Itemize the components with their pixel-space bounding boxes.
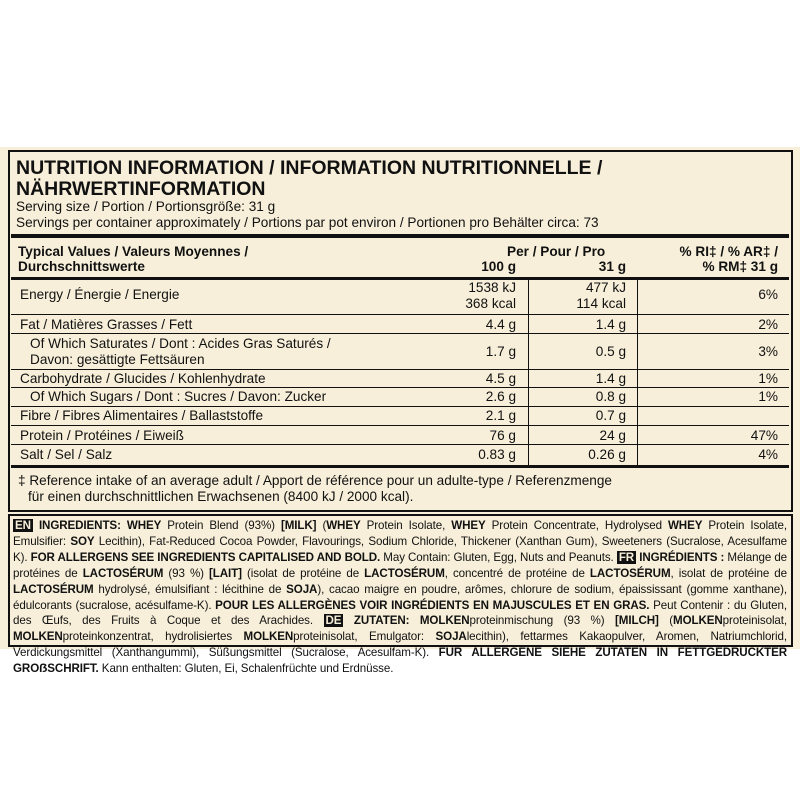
ingredient-text: proteinkonzentrat, hydrolisiertes xyxy=(62,630,244,644)
allergen-molken: MOLKEN xyxy=(673,614,723,628)
row-fat-31g: 1.4 g xyxy=(595,317,626,332)
row-protein-100g: 76 g xyxy=(489,428,516,443)
ingredient-text: ( xyxy=(316,519,327,532)
allergen-milk: [MILK] xyxy=(280,519,317,532)
row-carbohydrate-100g: 4.5 g xyxy=(485,371,516,386)
col-header-per: Per / Pour / Pro xyxy=(507,244,606,259)
ingredient-text: (isolat de protéine de xyxy=(241,566,365,580)
allergen-milch: [MILCH] xyxy=(615,614,659,628)
row-saturates-100g: 1.7 g xyxy=(485,344,516,359)
row-sugars-ri: 1% xyxy=(758,389,778,404)
ingredient-text: ( xyxy=(658,614,674,628)
row-divider xyxy=(11,406,789,407)
row-label-sugars: Of Which Sugars / Dont : Sucres / Davon: Zucker xyxy=(30,389,327,404)
row-divider xyxy=(11,425,789,426)
allergen-notice-en: FOR ALLERGENS SEE INGREDIENTS CAPITALISED AND BOLD. xyxy=(30,550,381,564)
col-header-ri-2: % RM‡ 31 g xyxy=(702,259,778,274)
allergen-lactoserum: LACTOSÉRUM xyxy=(589,566,671,580)
ingredient-text: lecithin), fettarmes Kakaopulver, Aromen, Natriumchlorid, Verdickungsmittel (Xanthangummi), Süßungsmittel (Sucralose, Acesulfam-K). xyxy=(13,630,787,660)
ingredient-text: Mélange de protéines de xyxy=(13,550,788,580)
row-energy-100g-kj: 1538 kJ xyxy=(468,280,516,295)
row-sugars-31g: 0.8 g xyxy=(595,389,626,404)
ingredient-text: Protein Concentrate, Hydrolysed xyxy=(485,519,668,532)
row-divider xyxy=(11,314,789,315)
allergen-lactoserum: LACTOSÉRUM xyxy=(82,566,164,580)
row-energy-31g-kcal: 114 kcal xyxy=(576,296,626,311)
may-contain-fr: Peut Contenir : du Gluten, des Œufs, des Fruits à Coque et des Arachides. xyxy=(13,598,787,628)
allergen-whey: WHEY xyxy=(451,519,486,532)
allergen-soja: SOJA xyxy=(435,630,467,644)
column-separator xyxy=(528,280,529,465)
footnote-line2: für einen durchschnittlichen Erwachsenen (8400 kJ / 2000 kcal). xyxy=(28,489,414,504)
row-salt-100g: 0.83 g xyxy=(478,447,516,462)
ingredients-heading-de: ZUTATEN: xyxy=(353,614,410,628)
row-label-fat: Fat / Matières Grasses / Fett xyxy=(20,317,193,332)
nutrition-title-line2: NÄHRWERTINFORMATION xyxy=(16,178,266,200)
allergen-molken: MOLKEN xyxy=(243,630,294,644)
row-label-fibre: Fibre / Fibres Alimentaires / Ballaststoffe xyxy=(20,408,264,423)
row-salt-ri: 4% xyxy=(758,447,778,462)
allergen-soja: SOJA xyxy=(286,582,318,596)
row-divider xyxy=(11,369,789,370)
row-carbohydrate-31g: 1.4 g xyxy=(595,371,626,386)
lang-tag-fr: FR xyxy=(618,550,635,564)
allergen-whey: WHEY xyxy=(126,519,162,532)
ingredients-heading-en: INGREDIENTS: xyxy=(38,519,121,532)
allergen-notice-de: FÜR ALLERGENE SIEHE ZUTATEN IN FETTGEDRUCKTER GROẞSCHRIFT. xyxy=(13,646,787,676)
footer-divider xyxy=(11,465,789,468)
row-energy-100g-kcal: 368 kcal xyxy=(465,296,516,311)
col-header-31g: 31 g xyxy=(598,259,626,274)
row-label-energy: Energy / Énergie / Energie xyxy=(20,287,180,302)
nutrition-title-line1: NUTRITION INFORMATION / INFORMATION NUTRITIONNELLE / xyxy=(16,157,603,179)
thick-divider xyxy=(11,234,789,238)
lang-tag-de: DE xyxy=(325,614,342,628)
allergen-lactoserum: LACTOSÉRUM xyxy=(13,582,94,596)
row-fibre-31g: 0.7 g xyxy=(595,408,626,423)
row-label-protein: Protein / Protéines / Eiweiß xyxy=(20,428,184,443)
ingredient-text: , concentré de protéine de xyxy=(444,566,590,580)
serving-size: Serving size / Portion / Portionsgröße: 31 g xyxy=(16,199,276,214)
row-protein-ri: 47% xyxy=(750,428,778,443)
row-energy-ri: 6% xyxy=(758,287,778,302)
allergen-whey: WHEY xyxy=(326,519,361,532)
col-header-typical-2: Durchschnittswerte xyxy=(18,259,145,274)
ingredient-text: ), cacao maigre en poudre, arômes, chlorure de sodium, épaississant (gomme xanthane), édulcorants (sucralose, acésulfame-K). xyxy=(13,582,787,612)
ingredients-heading-fr: INGRÉDIENTS : xyxy=(639,550,725,564)
allergen-soy: SOY xyxy=(70,534,95,548)
row-label-carbohydrate: Carbohydrate / Glucides / Kohlenhydrate xyxy=(20,371,266,386)
ingredient-text xyxy=(409,614,420,627)
may-contain-de: Kann enthalten: Gluten, Ei, Schalenfrüchte und Erdnüsse. xyxy=(98,662,394,676)
col-header-100g: 100 g xyxy=(481,259,516,274)
row-divider xyxy=(11,387,789,388)
row-divider xyxy=(11,444,789,445)
ingredients-text xyxy=(13,518,787,677)
row-label-saturates-1: Of Which Saturates / Dont : Acides Gras Saturés / xyxy=(30,336,331,351)
row-sugars-100g: 2.6 g xyxy=(485,389,516,404)
row-divider xyxy=(11,333,789,334)
ingredient-text: (93 %) xyxy=(163,566,210,580)
allergen-whey: WHEY xyxy=(667,519,703,532)
ingredient-text: Protein Isolate, Emulsifier: xyxy=(13,519,787,548)
col-header-ri-1: % RI‡ / % AR‡ / xyxy=(679,244,778,259)
footnote-line1: ‡ Reference intake of an average adult / Apport de référence pour un adulte-type / Referenzmenge xyxy=(18,473,612,488)
ingredient-text: Lecithin), Fat-Reduced Cocoa Powder, Flavourings, Sodium Chloride, Thickener (Xanthan Gum), Sweeteners (Sucralose, Acesulfame K). xyxy=(13,534,787,564)
row-carbohydrate-ri: 1% xyxy=(758,371,778,386)
row-salt-31g: 0.26 g xyxy=(588,447,626,462)
ingredient-text: Protein Blend (93%) xyxy=(161,519,281,532)
ingredient-text: proteinisolat, Emulgator: xyxy=(293,630,436,644)
allergen-lactoserum: LACTOSÉRUM xyxy=(364,566,445,580)
row-label-saturates-2: Davon: gesättigte Fettsäuren xyxy=(30,352,205,367)
ingredient-text: proteinmischung (93 %) xyxy=(469,614,616,628)
ingredient-text: proteinisolat, xyxy=(722,614,788,628)
column-separator xyxy=(637,280,638,465)
row-protein-31g: 24 g xyxy=(599,428,626,443)
header-divider xyxy=(11,277,789,280)
allergen-lait: [LAIT] xyxy=(209,566,242,580)
row-label-salt: Salt / Sel / Salz xyxy=(20,447,113,462)
allergen-molken: MOLKEN xyxy=(419,614,470,628)
ingredient-text: , isolat de protéine de xyxy=(670,566,788,580)
ingredient-text: hydrolysé, émulsifiant : lécithine de xyxy=(93,582,287,596)
lang-tag-en: EN xyxy=(15,519,31,532)
row-fibre-100g: 2.1 g xyxy=(485,408,516,423)
row-fat-100g: 4.4 g xyxy=(485,317,516,332)
allergen-molken: MOLKEN xyxy=(13,630,63,644)
row-fat-ri: 2% xyxy=(758,317,778,332)
row-saturates-31g: 0.5 g xyxy=(595,344,626,359)
ingredient-text: Protein Isolate, xyxy=(360,519,452,532)
may-contain-en: May Contain: Gluten, Egg, Nuts and Peanuts. xyxy=(380,550,617,564)
col-header-typical-1: Typical Values / Valeurs Moyennes / xyxy=(18,244,249,259)
allergen-notice-fr: POUR LES ALLERGÈNES VOIR INGRÉDIENTS EN MAJUSCULES ET EN GRAS. xyxy=(215,598,650,612)
row-energy-31g-kj: 477 kJ xyxy=(585,280,626,295)
servings-per-container: Servings per container approximately / Portions par pot environ / Portionen pro Behälter circa: 73 xyxy=(16,215,599,230)
row-saturates-ri: 3% xyxy=(758,344,778,359)
